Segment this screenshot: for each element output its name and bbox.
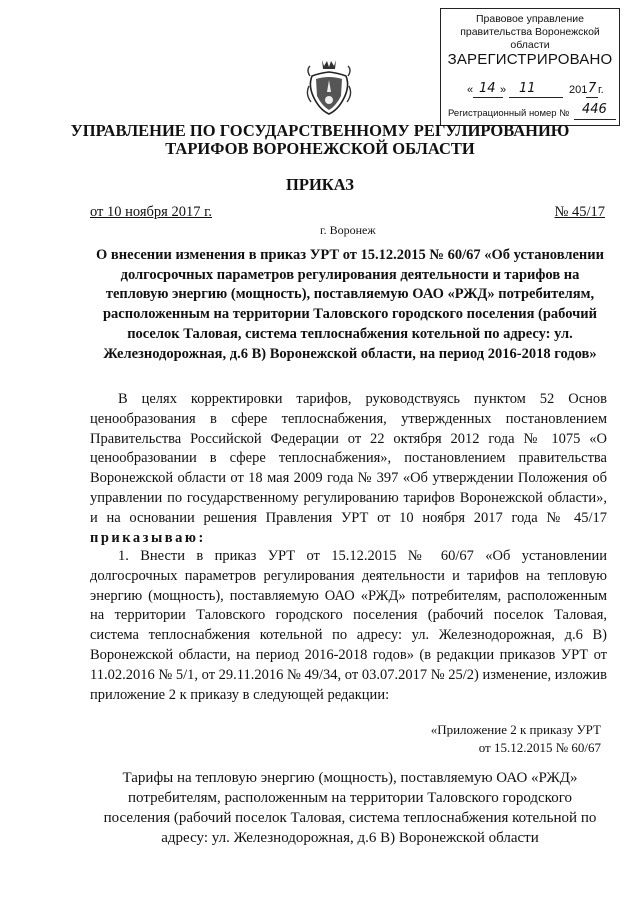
stamp-status: ЗАРЕГИСТРИРОВАНО [447,51,613,68]
stamp-month: 11 [519,81,536,96]
stamp-date: « 14 » 11 201 7 г. [467,81,604,96]
tariffs-title: Тарифы на тепловую энергию (мощность), поставляемую ОАО «РЖД» потребителям, расположенным на территории Таловского городского поселения (рабочий поселок Таловая, система теплоснабжения котельной по адресу: ул. Железнодорожная, д.6 В) Воронежской области [103,770,597,846]
preamble [90,390,607,548]
org-name-line1: УПРАВЛЕНИЕ ПО ГОСУДАРСТВЕННОМУ РЕГУЛИРОВАНИЮ [70,121,570,140]
coat-of-arms-icon [306,56,352,118]
order-number: № 45/17 [554,204,605,220]
stamp-day: 14 [479,81,496,96]
stamp-reg-value: 446 [582,102,607,117]
org-name-line2: ТАРИФОВ ВОРОНЕЖСКОЙ ОБЛАСТИ [165,139,475,158]
order-item-1: 1. Внести в приказ УРТ от 15.12.2015 № 60/67 «Об установлении долгосрочных параметров регулирования деятельности и тарифов на тепловую энергию (мощность), поставляемую ОАО «РЖД» потребителям, расположенным на территории Таловского городского поселения (рабочий поселок Таловая, система теплоснабжения котельной по адресу: ул. Железнодорожная, д.6 В) Воронежской области, на период 2016-2018 годов» (в редакции приказов УРТ от 11.02.2016 № 5/1, от 29.11.2016 № 49/34, от 03.07.2017 № 25/2) изменение, изложив приложение 2 к приказу в следующей редакции: [90,548,607,703]
stamp-org: Правовое управление правительства Воронежской области [460,13,600,51]
order-title: О внесении изменения в приказ УРТ от 15.12.2015 № 60/67 «Об установлении долгосрочных параметров регулирования деятельности и тарифов на тепловую энергию (мощность), поставляемую ОАО «РЖД» потребителям, расположенным на территории Таловского городского поселения (рабочий поселок Таловая, система теплоснабжения котельной по адресу: ул. Железнодорожная, д.6 В) Воронежской области, на период 2016-2018 годов» [96,247,604,362]
stamp-reg-label: Регистрационный номер № [448,108,570,119]
stamp-reg-number [448,102,618,119]
doc-type: ПРИКАЗ [286,175,354,194]
registration-stamp [440,8,620,126]
order-word: приказываю: [90,529,206,546]
stamp-year-prefix: 201 [569,84,588,96]
stamp-year-suffix: 7 [588,81,597,96]
appendix-ref [431,721,601,757]
order-city: г. Воронеж [320,223,376,237]
preamble-text: В целях корректировки тарифов, руководствуясь пунктом 52 Основ ценообразования в сфере теплоснабжения, утвержденных постановлением Правительства Российской Федерации от 22 октября 2012 года № 1075 «О ценообразовании в сфере теплоснабжения», постановлением правительства Воронежской области от 18 мая 2009 года № 397 «Об утверждении Положения об управлении по государственному регулированию тарифов Воронежской области», и на основании решения Правления УРТ от 10 ноября 2017 года № 45/17 [90,391,607,526]
stamp-year-end: г. [598,84,604,96]
appendix-line2: от 15.12.2015 № 60/67 [478,740,601,755]
appendix-line1: «Приложение 2 к приказу УРТ [430,722,601,737]
order-date: от 10 ноября 2017 г. [90,204,213,220]
